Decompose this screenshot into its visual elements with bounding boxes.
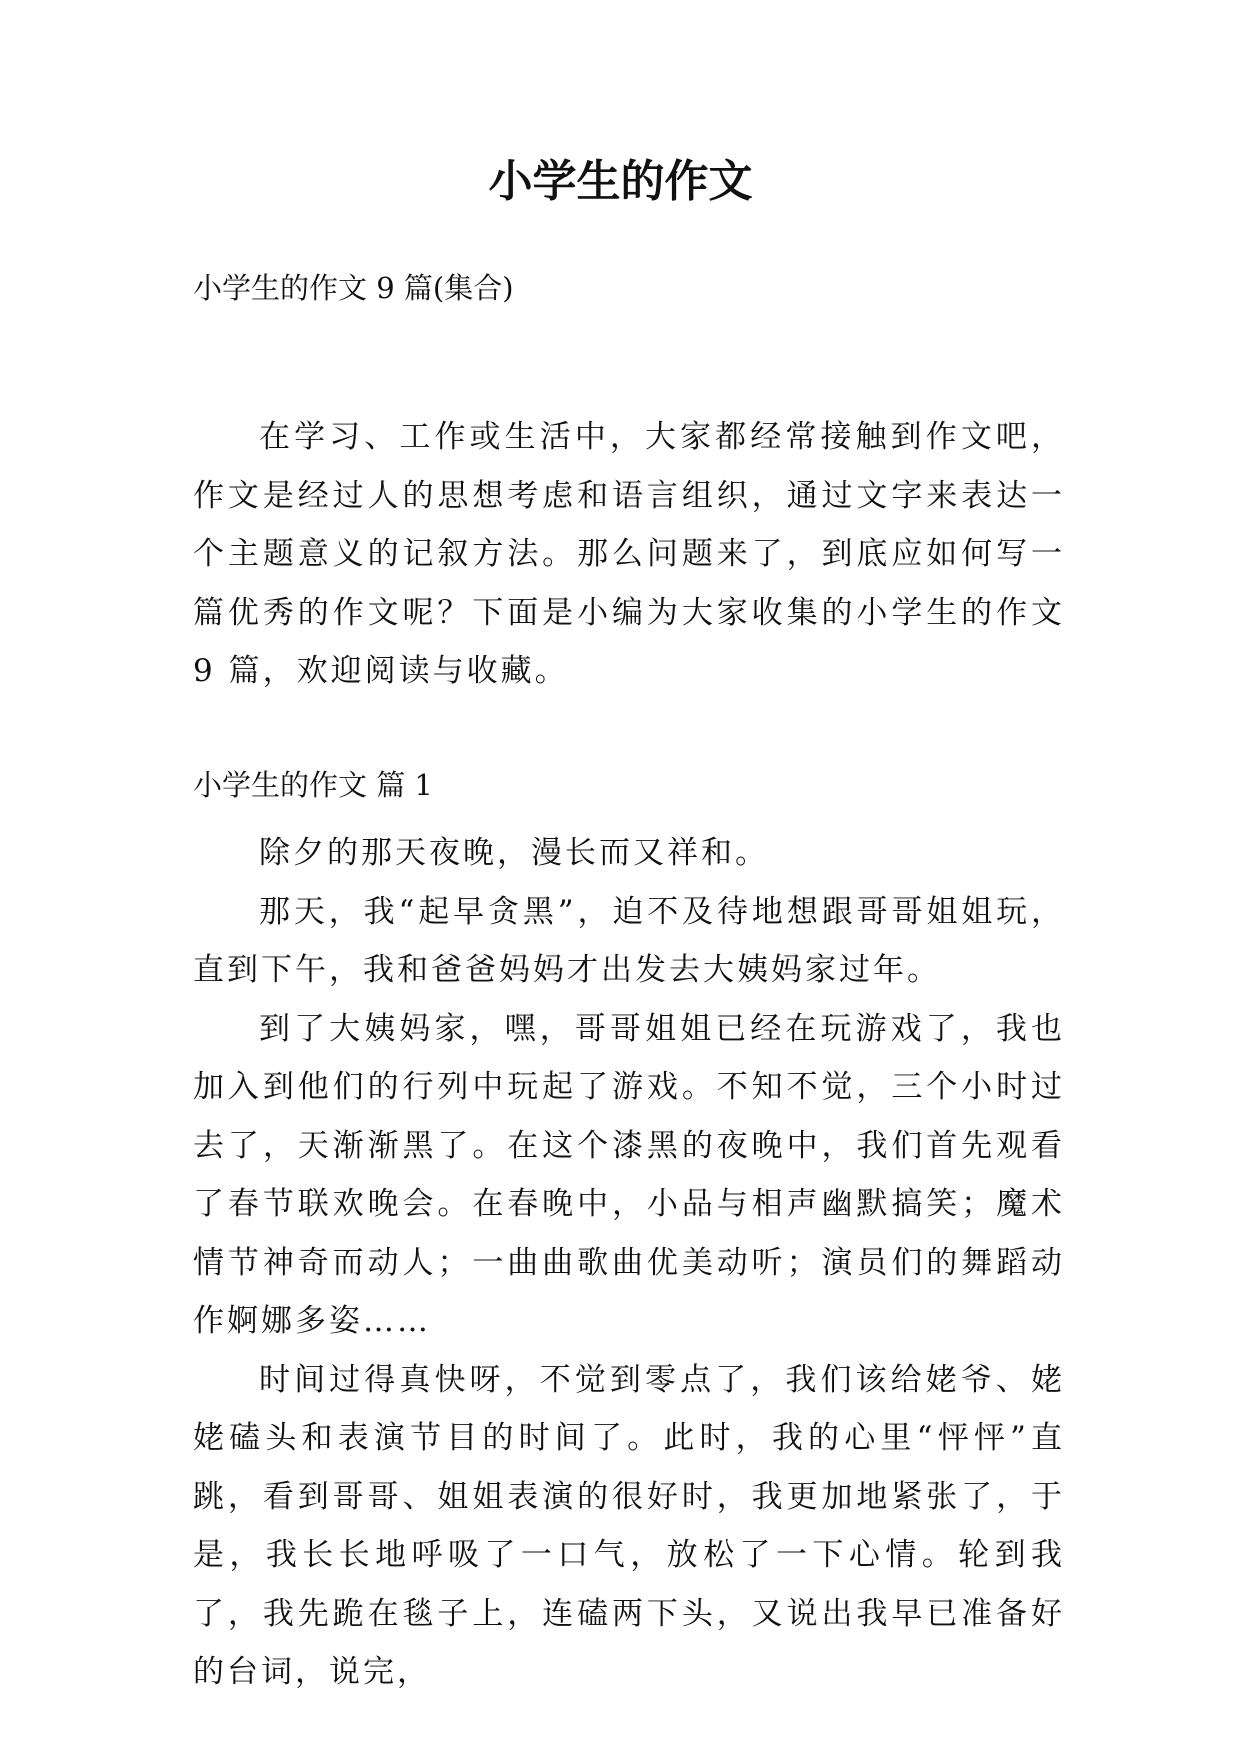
intro-paragraph: 在学习、工作或生活中，大家都经常接触到作文吧，作文是经过人的思想考虑和语言组织，通过文字来表达一个主题意义的记叙方法。那么问题来了，到底应如何写一篇优秀的作文呢？下面是小编为大家收集的小学生的作文 9 篇，欢迎阅读与收藏。 (193, 419, 1065, 689)
document-subtitle: 小学生的作文 9 篇(集合) (193, 271, 514, 305)
body-paragraph: 时间过得真快呀，不觉到零点了，我们该给姥爷、姥姥磕头和表演节目的时间了。此时，我的心里“怦怦”直跳，看到哥哥、姐姐表演的很好时，我更加地紧张了，于是，我长长地呼吸了一口气，放松了一下心情。轮到我了，我先跪在毯子上，连磕两下头，又说出我早已准备好的台词，说完， (193, 1361, 1065, 1690)
document-title: 小学生的作文 (488, 156, 753, 207)
body-paragraph: 除夕的那天夜晚，漫长而又祥和。 (259, 835, 769, 871)
body-paragraph: 到了大姨妈家，嘿，哥哥姐姐已经在玩游戏了，我也加入到他们的行列中玩起了游戏。不知不觉，三个小时过去了，天渐渐黑了。在这个漆黑的夜晚中，我们首先观看了春节联欢晚会。在春晚中，小品与相声幽默搞笑；魔术情节神奇而动人；一曲曲歌曲优美动听；演员们的舞蹈动作婀娜多姿…… (193, 1010, 1065, 1339)
body-paragraph: 那天，我“起早贪黑”，迫不及待地想跟哥哥姐姐玩，直到下午，我和爸爸妈妈才出发去大姨妈家过年。 (193, 893, 1065, 988)
essay-section-1 (193, 765, 1065, 1702)
section-heading: 小学生的作文 篇 1 (193, 768, 433, 802)
